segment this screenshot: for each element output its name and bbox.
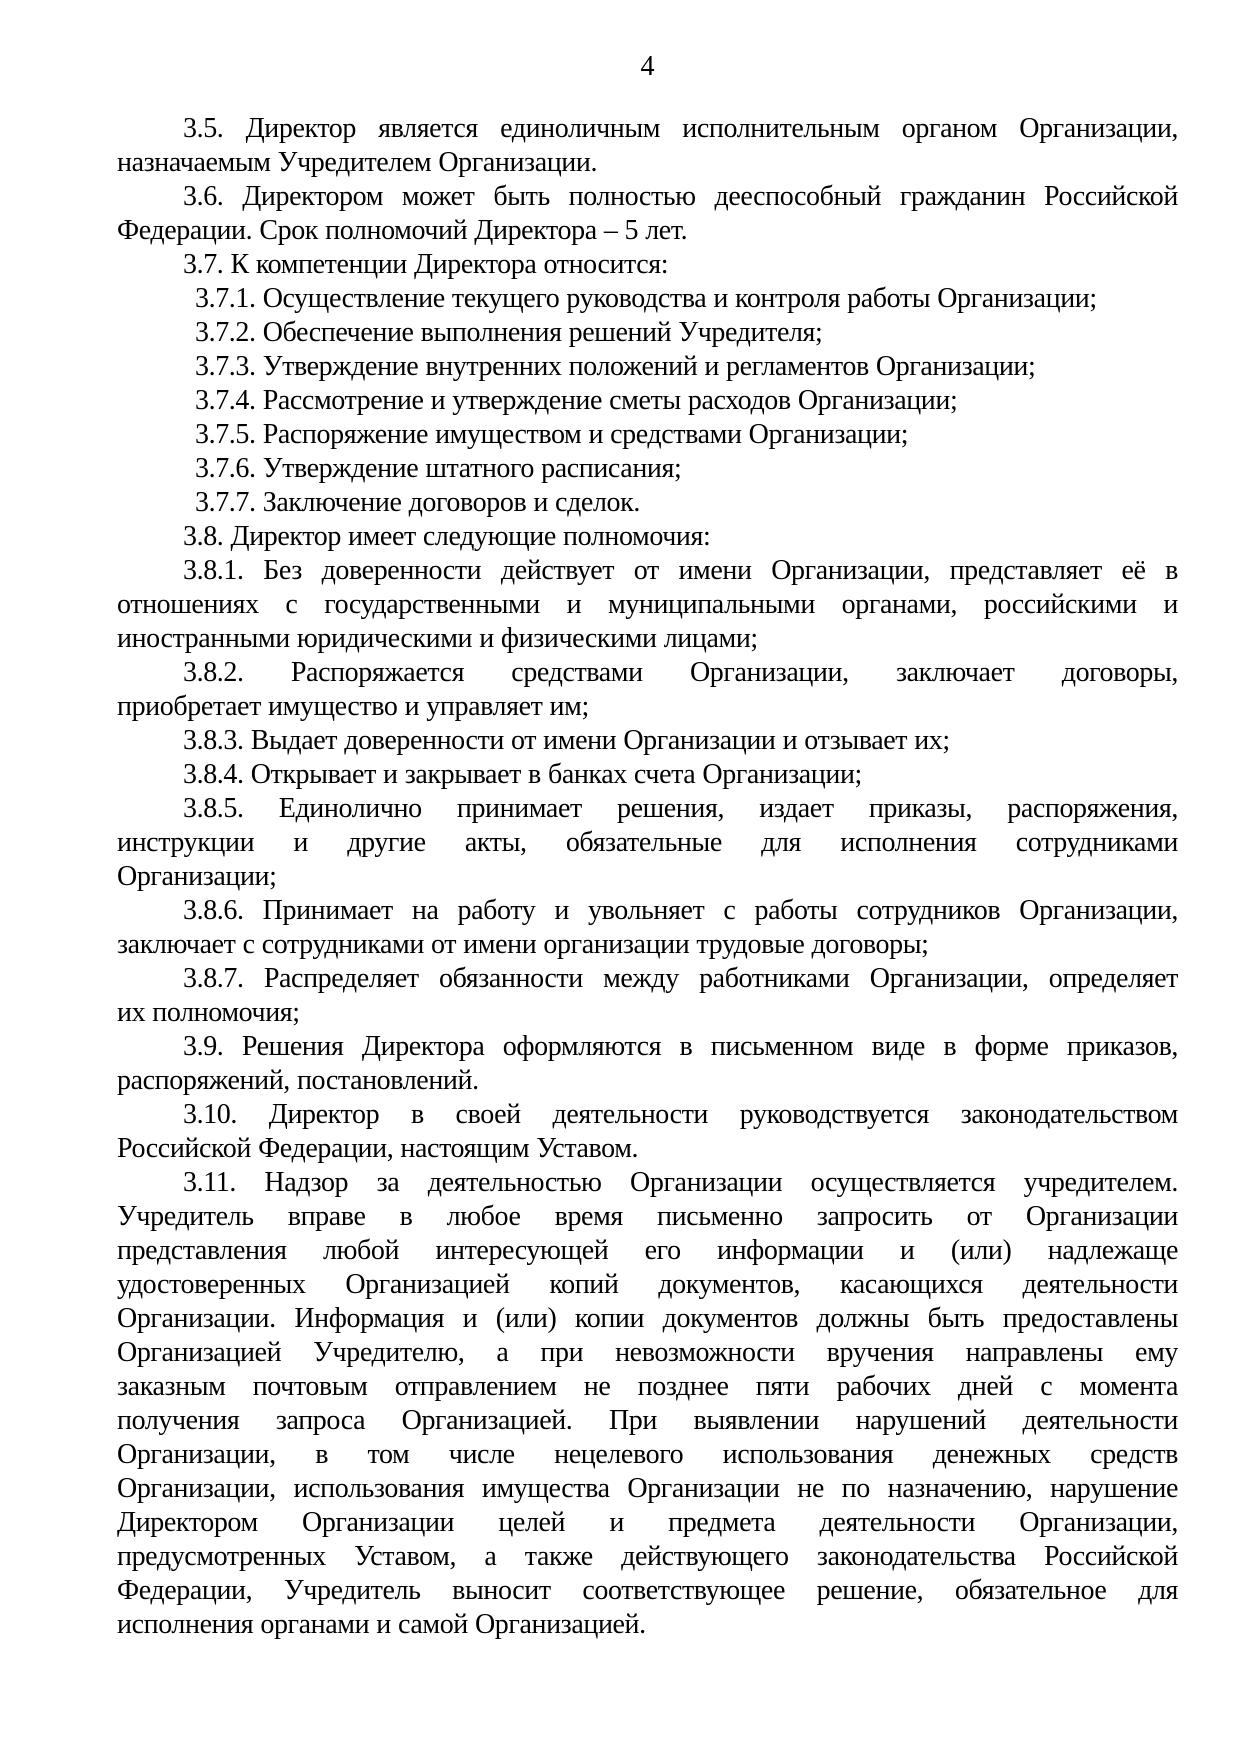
paragraph-3.8.5 <box>117 792 1178 894</box>
paragraph-3.9 <box>117 1030 1178 1098</box>
text-line: 3.8. Директор имеет следующие полномочия: <box>183 521 711 552</box>
text-line: 3.7.5. Распоряжение имуществом и средствами Организации; <box>195 419 909 450</box>
text-line: Российской Федерации, настоящим Уставом. <box>117 1133 639 1164</box>
text-line: 3.5. Директор является единоличным исполнительным органом Организации, <box>183 113 1178 144</box>
text-line: 3.8.6. Принимает на работу и увольняет с работы сотрудников Организации, <box>183 895 1178 926</box>
paragraph-3.7.4 <box>117 384 1178 418</box>
paragraph-3.8.2 <box>117 656 1178 724</box>
paragraph-3.7.6 <box>117 452 1178 486</box>
text-line: назначаемым Учредителем Организации. <box>117 147 598 178</box>
text-line: 3.8.1. Без доверенности действует от имени Организации, представляет её в <box>183 555 1178 586</box>
text-line: 3.7.6. Утверждение штатного расписания; <box>195 453 682 484</box>
text-line: Организации; <box>117 861 277 892</box>
text-line: 3.11. Надзор за деятельностью Организации осуществляется учредителем. <box>183 1167 1178 1198</box>
text-line: заключает с сотрудниками от имени организации трудовые договоры; <box>117 929 929 960</box>
paragraph-3.8 <box>117 520 1178 554</box>
paragraph-3.8.3 <box>117 724 1178 758</box>
paragraph-3.5 <box>117 112 1178 180</box>
text-line: получения запроса Организацией. При выявлении нарушений деятельности <box>117 1405 1178 1436</box>
text-line: Организации, в том числе нецелевого использования денежных средств <box>117 1439 1178 1470</box>
text-line: 3.7.4. Рассмотрение и утверждение сметы расходов Организации; <box>195 385 958 416</box>
text-line: удостоверенных Организацией копий документов, касающихся деятельности <box>117 1269 1178 1300</box>
text-line: Организацией Учредителю, а при невозможности вручения направлены ему <box>117 1337 1178 1368</box>
text-line: 3.7.7. Заключение договоров и сделок. <box>195 487 640 518</box>
paragraph-3.10 <box>117 1098 1178 1166</box>
document-body <box>117 112 1178 1642</box>
text-line: распоряжений, постановлений. <box>117 1065 479 1096</box>
paragraph-3.8.7 <box>117 962 1178 1030</box>
text-line: 3.9. Решения Директора оформляются в письменном виде в форме приказов, <box>183 1031 1178 1062</box>
text-line: Федерации, Учредитель выносит соответствующее решение, обязательное для <box>117 1575 1178 1606</box>
text-line: Федерации. Срок полномочий Директора – 5 лет. <box>117 215 688 246</box>
text-line: 3.7.3. Утверждение внутренних положений и регламентов Организации; <box>195 351 1036 382</box>
text-line: Организации, использования имущества Организации не по назначению, нарушение <box>117 1473 1178 1504</box>
text-line: 3.10. Директор в своей деятельности руководствуется законодательством <box>183 1099 1178 1130</box>
paragraph-3.7.7 <box>117 486 1178 520</box>
text-line: 3.7.1. Осуществление текущего руководства и контроля работы Организации; <box>195 283 1097 314</box>
text-line: 3.7. К компетенции Директора относится: <box>183 249 669 280</box>
text-line: исполнения органами и самой Организацией. <box>117 1609 646 1640</box>
page-number: 4 <box>640 51 655 82</box>
text-line: их полномочия; <box>117 997 300 1028</box>
text-line: 3.8.7. Распределяет обязанности между работниками Организации, определяет <box>183 963 1178 994</box>
text-line: 3.6. Директором может быть полностью дееспособный гражданин Российской <box>183 181 1178 212</box>
text-line: 3.8.5. Единолично принимает решения, издает приказы, распоряжения, <box>183 793 1178 824</box>
paragraph-3.8.4 <box>117 758 1178 792</box>
paragraph-3.7.2 <box>117 316 1178 350</box>
text-line: Организации. Информация и (или) копии документов должны быть предоставлены <box>117 1303 1178 1334</box>
paragraph-3.8.1 <box>117 554 1178 656</box>
text-line: 3.7.2. Обеспечение выполнения решений Учредителя; <box>195 317 823 348</box>
paragraph-3.8.6 <box>117 894 1178 962</box>
paragraph-3.7 <box>117 248 1178 282</box>
text-line: 3.8.2. Распоряжается средствами Организации, заключает договоры, <box>183 657 1178 688</box>
text-line: Директором Организации целей и предмета деятельности Организации, <box>117 1507 1178 1538</box>
text-line: представления любой интересующей его информации и (или) надлежаще <box>117 1235 1178 1266</box>
paragraph-3.11 <box>117 1166 1178 1642</box>
text-line: Учредитель вправе в любое время письменно запросить от Организации <box>117 1201 1178 1232</box>
text-line: 3.8.4. Открывает и закрывает в банках счета Организации; <box>183 759 862 790</box>
paragraph-3.7.1 <box>117 282 1178 316</box>
paragraph-3.7.3 <box>117 350 1178 384</box>
paragraph-3.6 <box>117 180 1178 248</box>
text-line: иностранными юридическими и физическими лицами; <box>117 623 758 654</box>
text-line: предусмотренных Уставом, а также действующего законодательства Российской <box>117 1541 1178 1572</box>
text-line: инструкции и другие акты, обязательные для исполнения сотрудниками <box>117 827 1178 858</box>
text-line: 3.8.3. Выдает доверенности от имени Организации и отзывает их; <box>183 725 950 756</box>
text-line: отношениях с государственными и муниципальными органами, российскими и <box>117 589 1178 620</box>
text-line: приобретает имущество и управляет им; <box>117 691 589 722</box>
paragraph-3.7.5 <box>117 418 1178 452</box>
text-line: заказным почтовым отправлением не позднее пяти рабочих дней с момента <box>117 1371 1178 1402</box>
